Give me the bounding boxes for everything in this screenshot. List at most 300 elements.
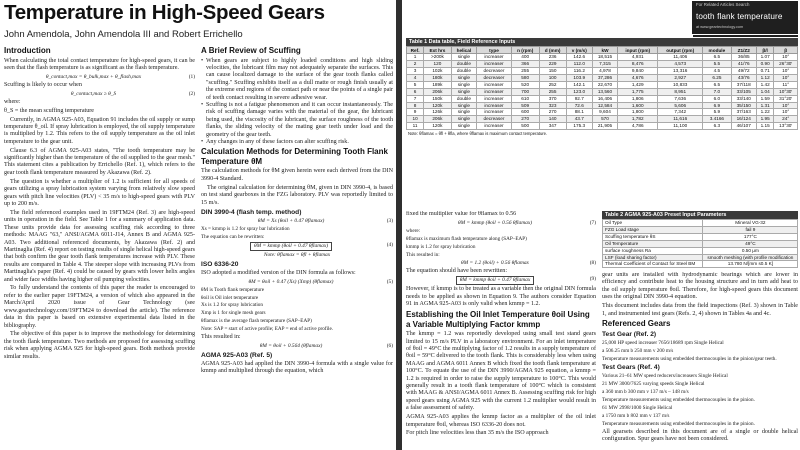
table-cell: 10° — [774, 109, 798, 116]
table-cell: 366 — [511, 61, 539, 68]
table-row — [603, 247, 798, 254]
equation-4 — [201, 242, 393, 251]
table-cell: 0.90 — [756, 61, 774, 68]
table-cell: increaser — [477, 109, 512, 116]
table-cell: 7.0 — [703, 88, 732, 95]
table-cell: 10° — [774, 74, 798, 81]
table-cell: 21,905 — [592, 123, 617, 130]
column-header: Z1/Z2 — [731, 47, 756, 54]
table-cell: 13,560 — [592, 88, 617, 95]
table-cell: 0.71 — [756, 68, 774, 75]
rewritten-paragraph: The equation should have been rewritten: — [406, 267, 508, 274]
table-cell: 72.6 — [566, 102, 592, 109]
column-header: v (m/s) — [566, 47, 592, 54]
parameter-name: Oil Temperature — [603, 240, 703, 247]
table-cell: 22,670 — [592, 81, 617, 88]
table-cell: 1.22 — [756, 109, 774, 116]
test-gears-ref-4: Test Gears (Ref. 4) — [602, 364, 660, 372]
table-1-grid — [406, 46, 798, 130]
table-2-grid — [602, 219, 798, 268]
table-cell: 88.1 — [566, 109, 592, 116]
table-cell: 4,931 — [618, 54, 658, 61]
table-cell: 236 — [539, 54, 566, 61]
table-cell: double — [451, 95, 477, 102]
bullet-item: • Any changes in any of these factors can alter scuffing risk. — [201, 139, 393, 146]
iso-definition: Note: SAP = start of active profile; EAP = end of active profile. — [201, 326, 334, 333]
test-gear-spec: 61 MW 2998/1000 Single Helical — [602, 404, 673, 411]
iso-definition: θoil is Oil inlet temperature — [201, 294, 259, 301]
table-cell: 252 — [539, 81, 566, 88]
equation-4-wrap — [201, 242, 381, 251]
equation-3-expr: θM = Xs (θoil + 0.47 θflamax) — [257, 217, 325, 224]
table-cell: 13,316 — [658, 68, 703, 75]
table-cell: 4 — [407, 74, 424, 81]
table-cell: 6.9 — [703, 102, 732, 109]
where-label: where: — [4, 98, 21, 105]
heading-review-scuffing: A Brief Review of Scuffing — [201, 46, 301, 55]
table-cell: 33/105 — [731, 88, 756, 95]
article-authors: John Amendola, John Amendola III and Robert Errichello — [4, 29, 243, 40]
table-cell: single — [451, 74, 477, 81]
table-cell: 323 — [539, 102, 566, 109]
table-cell: 509 — [511, 102, 539, 109]
table-cell: 16,406 — [592, 95, 617, 102]
table-row — [407, 68, 798, 75]
table-cell: 10° — [774, 102, 798, 109]
equation-4-expr: θM = kmmp (θoil + 0.47 θflamax) — [250, 242, 332, 251]
right-column-2 — [602, 272, 798, 449]
table-cell: 5.9 — [703, 109, 732, 116]
table-cell: increaser — [477, 54, 512, 61]
table-2 — [602, 211, 798, 268]
table-cell: 24° — [774, 116, 798, 123]
heading-oil-inlet-temperature: Establishing the Oil Inlet Temperature θoil Using a Variable Multiplying Factor kmmp — [406, 310, 590, 329]
table-cell: 8 — [407, 102, 424, 109]
table-row — [407, 109, 798, 116]
col-a-definition: kmmp is 1.2 for spray lubrication — [406, 243, 476, 250]
parameter-value: 177°C — [702, 233, 797, 240]
equation-8-expr: θM = 1.2 (θoil) + 0.56 θflamax — [461, 259, 529, 266]
table-cell: increaser — [477, 102, 512, 109]
table-cell: 1.07 — [756, 54, 774, 61]
table-cell: 175.3 — [566, 123, 592, 130]
column-header: Ext hrs — [424, 47, 451, 54]
equation-4-note — [201, 252, 393, 259]
table-cell: 270 — [539, 109, 566, 116]
table-cell: single — [451, 81, 477, 88]
table-cell: 180k — [424, 74, 451, 81]
table-cell: 10,833 — [658, 81, 703, 88]
table-cell: 600 — [511, 109, 539, 116]
equation-7 — [406, 220, 596, 227]
oil-inlet-paragraph-1: The kmmp = 1.2 was reportedly developed using small test stand gears limited to 15 m/s PLV in a laboratory environment. For an inlet temperature of θoil = 49°C the multiplying factor of 1.2 results in a supply temperature of θoil = 59°C delivered to the tooth flank. This is considerably less when using MAAG and AGMA 6011 Annex B which fixed the tooth flank temperature at 100°C. To equate the use of the DIN 3990/AGMA 925 equation, a kmmp = 1.2 is required in order to raise the supply temperature to 100°C. This would generally result in a tooth flank temperature of 100°C which is consistent with MAAG & ANSI/AGMA 6011 Annex B. Assessing scuffing risk for high speed gears using AGMA 925 with the current 1.2 multiplier would result in a false assessment of safety. — [406, 331, 596, 412]
table-cell: decreaser — [477, 68, 512, 75]
table-cell: 10 — [407, 116, 424, 123]
table-cell: 10° — [774, 68, 798, 75]
related-articles-label: For Related Articles Search — [696, 2, 750, 7]
table-cell: 10° — [774, 54, 798, 61]
table-cell: 123.0 — [566, 88, 592, 95]
heading-din-3990: DIN 3990-4 (flash temp. method) — [201, 208, 302, 216]
column-header: n (rpm) — [511, 47, 539, 54]
table-cell: 112.0 — [566, 61, 592, 68]
test-gear-spec: 25,000 HP speed increaser 7656/18689 rpm Single Helical — [602, 339, 724, 346]
table-cell: 103.9 — [566, 74, 592, 81]
table-cell: increaser — [477, 88, 512, 95]
table-row — [407, 74, 798, 81]
right-page — [402, 0, 800, 450]
table-cell: 255 — [539, 88, 566, 95]
heading-agma-925: AGMA 925-A03 (Ref. 5) — [201, 351, 273, 359]
iso-result-text: This resulted in: — [201, 334, 241, 341]
table-cell: 11° — [774, 81, 798, 88]
table-cell: 11,100 — [658, 123, 703, 130]
left-page — [0, 0, 396, 450]
heading-introduction: Introduction — [4, 46, 51, 55]
table-cell: 36/85 — [731, 54, 756, 61]
table-cell: 35/150 — [731, 102, 756, 109]
table-cell: 11,616 — [658, 116, 703, 123]
table-cell: 5 — [407, 81, 424, 88]
table-cell: single — [451, 116, 477, 123]
table-cell: 49/72 — [731, 68, 756, 75]
table-cell: 5.5 — [703, 61, 732, 68]
parameter-name: surface roughness Rа — [603, 247, 703, 254]
equation-1 — [4, 74, 195, 81]
table-cell: 4,676 — [618, 74, 658, 81]
table-cell: 3 — [407, 68, 424, 75]
intro-paragraph-5: The question is whether a multiplier of 1.2 is sufficient for all speeds of gears utilizing a spray lubrication system varying from relatively slow speed gears with pitch line velocities (PLV) < 35 m/s to high-speed gears with PLV up to 200 m/s. — [4, 178, 195, 207]
table-cell: 102k — [424, 68, 451, 75]
table-cell: 255 — [511, 68, 539, 75]
definition-theta-s: θ_S = the mean scuffing temperature — [4, 107, 95, 114]
table-cell: 6.5 — [703, 54, 732, 61]
equation-2-expr: θ_contact,max ≥ θ_S — [70, 90, 117, 97]
table-cell: 26°30' — [774, 61, 798, 68]
left-column-2 — [201, 45, 393, 450]
table-cell: 8,951 — [658, 88, 703, 95]
article-title: Temperature in High-Speed Gears — [4, 1, 325, 24]
table-cell: increaser — [477, 61, 512, 68]
test-gear-ref-2: Test Gear (Ref. 2) — [602, 330, 657, 338]
table-cell: 7,315 — [592, 61, 617, 68]
table-cell: 100 — [539, 74, 566, 81]
table-cell: 189k — [424, 81, 451, 88]
oil-inlet-paragraph-3: For pitch line velocities less than 35 m/s the ISO approach — [406, 430, 549, 437]
table-1-body — [407, 54, 798, 130]
table-cell: 6.25 — [703, 74, 732, 81]
table-cell: 4,978 — [592, 68, 617, 75]
table-2-caption: Table 2 AGMA 925-A03 Preset Input Parameters — [602, 211, 798, 219]
table-cell: single — [451, 102, 477, 109]
table-cell: single — [451, 88, 477, 95]
equation-5 — [201, 279, 393, 286]
parameter-value: Mineral VG-32 — [702, 220, 797, 227]
right-column-1 — [406, 211, 596, 449]
equation-3-number: (3) — [386, 217, 393, 224]
table-cell: 126k — [424, 109, 451, 116]
table-cell: increaser — [477, 95, 512, 102]
table-cell: 142.6 — [566, 54, 592, 61]
iso-definition: θflamax is the average flash temperature (SAP–EAP) — [201, 318, 312, 325]
table-cell: 37,286 — [592, 74, 617, 81]
iso-definition: Xs is 1.2 for spray lubrication — [201, 302, 263, 309]
table-cell: 206k — [424, 88, 451, 95]
equation-7-number: (7) — [589, 219, 596, 226]
table-row — [407, 123, 798, 130]
equation-1-number: (1) — [188, 73, 195, 80]
table-cell: 1.95 — [756, 116, 774, 123]
column-header: β — [774, 47, 798, 54]
table-cell: 3.4166 — [703, 116, 732, 123]
table-cell: 4,786 — [618, 123, 658, 130]
table-cell: 43.7 — [566, 116, 592, 123]
table-cell: decreaser — [477, 116, 512, 123]
test-gear-spec: a 360 mm b 300 mm v 137 m/s – 148 m/s — [602, 388, 689, 395]
parameter-name: FZG Load stage — [603, 226, 703, 233]
table-cell: 1 — [407, 54, 424, 61]
table-cell: 37/163 — [731, 109, 756, 116]
equation-7-expr: θM = kmmp (θoil + 0.56 θflamax) — [457, 219, 533, 226]
intro-paragraph-8: The objective of this paper is to improve the methodology for determining the tooth flank temperature. Two methods are proposed for assessing scuffing risk when applying AGMA 925 for high-speed gears. Both methods provide similar results. — [4, 331, 195, 360]
table-cell: 1,800 — [618, 109, 658, 116]
table-cell: 11,406 — [658, 54, 703, 61]
table-cell: single — [451, 54, 477, 61]
hydrodynamic-paragraph: gear units are installed with hydrodynamic bearings which are lower in efficiency and contribute heat to the housing structure and in turn add heat to the oil supply temperature θoil. Therefore, for high-speed gears this document uses the original DIN 3990-4 equation. — [602, 272, 798, 301]
equation-9-wrap — [406, 276, 584, 285]
table-row — [407, 95, 798, 102]
table-cell: 46/107 — [731, 123, 756, 130]
table-cell: 370 — [539, 95, 566, 102]
parameter-value: smooth meshing (with profile modification — [702, 254, 797, 261]
table-cell: 1.12 — [756, 74, 774, 81]
table-cell: 11 — [407, 123, 424, 130]
test-gear-spec: Temperature measurements using embedded thermocouples in the pinion. — [602, 420, 755, 427]
calc-paragraph-2: The original calculation for determining θM, given in DIN 3990-4, is based on test stand gearboxes in the FZG laboratory. PLV was reportedly limited to 15 m/s. — [201, 184, 393, 206]
table-cell: 1.15 — [756, 123, 774, 130]
table-cell: 116.2 — [566, 68, 592, 75]
table-cell: 120k — [424, 102, 451, 109]
equation-6 — [201, 343, 393, 350]
table-cell: 2 — [407, 61, 424, 68]
table-1-note: Note: θflamax = θfl + θfla, where θflamax is maximum contact temperature. — [408, 131, 548, 137]
table-cell: 1,600 — [618, 102, 658, 109]
intro-paragraph-3: Currently, in AGMA 925-A03, Equation 91 includes the oil supply or sump temperature θ_oil. If spray lubrication is employed, the oil supply temperature is multiplied by 1.2. This refers to the oil supply temperature as the oil inlet temperature to the gear unit. — [4, 116, 195, 145]
table-cell: 8,476 — [618, 61, 658, 68]
table-cell: 92.7 — [566, 95, 592, 102]
equation-5-number: (5) — [386, 278, 393, 285]
table-cell: 1,782 — [618, 116, 658, 123]
table-cell: 9,604 — [592, 109, 617, 116]
parameter-name: Thermal Coefficient of Contact for Steel BM — [603, 261, 703, 268]
table-cell: 7,636 — [658, 95, 703, 102]
intro-paragraph-7: To fully understand the contents of this paper the reader is encouraged to refer to the earlier paper 19FTM24, a version of which also appeared in the March/April 2020 issue of Gear Technology (see www.geartechnology.com/19FTM24 to download the article). The reference data in this paper is based on extensive experimental data listed in the bibliography. — [4, 285, 195, 329]
column-header: kW — [592, 47, 617, 54]
table-cell: single — [451, 109, 477, 116]
table-1-header-row — [407, 47, 798, 54]
table-row — [603, 226, 798, 233]
table-cell: 37/118 — [731, 81, 756, 88]
table-cell: 347 — [539, 123, 566, 130]
calc-paragraph-1: The calculation methods for θM given herein were each derived from the DIN 3990-4 Standard. — [201, 168, 393, 182]
table-cell: 6.0 — [703, 95, 732, 102]
table-cell: 6 — [407, 88, 424, 95]
iso-definition: θM is Tooth flank temperature — [201, 286, 265, 293]
table-row — [407, 54, 798, 61]
table-cell: 10°30' — [774, 88, 798, 95]
column-header: helical — [451, 47, 477, 54]
table-cell: 140 — [539, 116, 566, 123]
multiplier-paragraph: fixed the multiplier value for θflamax to 0.56 — [406, 211, 517, 217]
table-row — [603, 254, 798, 261]
field-data-paragraph: This document includes data from the field inspections (Ref. 3) shown in Table 1, and instrumented test gears (Refs. 2, 4) shown in Tables 4a and 4c. — [602, 303, 798, 317]
table-cell: 150k — [424, 95, 451, 102]
table-cell: 18,515 — [592, 54, 617, 61]
table-cell: >200k — [424, 54, 451, 61]
parameter-value: fail 9 — [702, 226, 797, 233]
table-2-body — [603, 220, 798, 268]
test-gear-spec: 21 MW 3000/7625 varying speeds Single Helical — [602, 381, 705, 388]
equation-1-expr: θ_contact,max = θ_bulk,max + θ_flash,max — [45, 73, 142, 80]
table-cell: 1.04 — [756, 88, 774, 95]
table-cell: single — [451, 123, 477, 130]
table-cell: 570 — [592, 116, 617, 123]
table-cell: 150 — [539, 68, 566, 75]
table-cell: 33/140 — [731, 95, 756, 102]
table-row — [407, 116, 798, 123]
table-row — [407, 81, 798, 88]
table-cell: 1.31 — [756, 102, 774, 109]
parameter-value: 49°C — [702, 240, 797, 247]
equation-9 — [406, 276, 596, 285]
table-cell: 1,429 — [618, 81, 658, 88]
column-header: d (mm) — [539, 47, 566, 54]
iso-definition: Xmp is 1 for single mesh gears — [201, 310, 266, 317]
equation-6-expr: θM = θoil + 0.564 (θflamax) — [259, 342, 323, 349]
bullet-item: • When gears are subject to highly loaded conditions and high sliding velocities, the lubricant film may not adequately separate the surfaces. This can cause localized damage to the surface of the gear tooth flanks called "scuffing." Scuffing exhibits itself as a dull matte or rough finish usually at the extreme end regions of the contact path or near the points of a single pair of teeth contact resulting in severe adhesive wear. — [201, 58, 393, 102]
table-cell: 31°20' — [774, 95, 798, 102]
column-header: type — [477, 47, 512, 54]
table-cell: 7 — [407, 95, 424, 102]
table-cell: decreaser — [477, 74, 512, 81]
table-cell: 13°30' — [774, 123, 798, 130]
table-cell: 4,573 — [658, 61, 703, 68]
table-cell: 9 — [407, 109, 424, 116]
table-cell: 41/76 — [731, 61, 756, 68]
table-cell: 16/124 — [731, 116, 756, 123]
table-cell: 270 — [511, 116, 539, 123]
table-1 — [406, 38, 798, 137]
table-cell: 229 — [539, 61, 566, 68]
table-cell: 6.5 — [703, 81, 732, 88]
table-cell: 120k — [424, 123, 451, 130]
test-gear-spec: Temperature measurements using embedded thermocouples in the pinion. — [602, 396, 755, 403]
table-cell: 400 — [511, 54, 539, 61]
intro-paragraph-2: Scuffing is likely to occur when — [4, 81, 82, 88]
table-cell: increaser — [477, 123, 512, 130]
iso-paragraph: ISO adopted a modified version of the DIN formula as follows: — [201, 269, 356, 276]
table-cell: 1,806 — [618, 95, 658, 102]
table-cell: 9,840 — [618, 68, 658, 75]
equation-8-number: (8) — [589, 259, 596, 266]
search-url: at www.geartechnology.com — [696, 25, 744, 29]
parameter-name: Scuffing temperature θS — [603, 233, 703, 240]
test-gear-spec: a 506.25 mm b 250 mm v 200 m/s — [602, 347, 674, 354]
table-cell: 120 — [424, 61, 451, 68]
equation-6-number: (6) — [386, 342, 393, 349]
heading-iso-6336: ISO 6336-20 — [201, 260, 239, 268]
agma-paragraph: AGMA 925-A03 had applied the DIN 3990-4 formula with a single value for kmmp and multiplied through the equation, which — [201, 360, 393, 375]
equation-9-expr: θM = kmmp θoil + 0.47 θflamax — [456, 276, 534, 285]
table-cell: double — [451, 68, 477, 75]
table-cell: 5,606 — [658, 102, 703, 109]
table-cell: 2,927 — [658, 74, 703, 81]
heading-calculation-methods: Calculation Methods for Determining Tooth Flank Temperature θM — [201, 147, 388, 166]
test-gear-spec: Temperature measurements using embedded thermocouples in the pinion/gear teeth. — [602, 355, 777, 362]
table-cell: 700 — [511, 88, 539, 95]
column-header: module — [703, 47, 732, 54]
parameter-value: 13.780 N/[mm s0.5 K] — [702, 261, 797, 268]
equation-5-expr: θM = θoil + 0.47 (Xs) (Xmp) (θflamax) — [248, 278, 334, 285]
parameter-name: LSF (load sharing factor) — [603, 254, 703, 261]
equation-3 — [201, 218, 393, 225]
test-gear-spec: Various 21–61 MW speed reducers/increasers Single Helical — [602, 373, 728, 380]
scuffing-bullet-list — [201, 58, 393, 147]
test-gear-spec: a 1750 mm b 802 mm v 137 m/s — [602, 412, 670, 419]
oil-inlet-paragraph-2: AGMA 925-A03 applies the kmmp factor as a multiplier of the oil inlet temperature θoil, whereas ISO 6336-20 does not. — [406, 414, 596, 428]
equation-4-note-text: Note: θflamax = θfl + θflamax — [263, 251, 331, 258]
table-row — [603, 240, 798, 247]
table-cell: 43/76 — [731, 74, 756, 81]
definition-xs: Xs = kmmp is 1.2 for spray bar lubrication — [201, 225, 290, 232]
table-cell: 4.5 — [703, 68, 732, 75]
parameter-value: 0.50 μm — [702, 247, 797, 254]
table-cell: 1,775 — [618, 88, 658, 95]
heading-referenced-gears: Referenced Gears — [602, 319, 671, 329]
col-a-definition: θflamax is maximum flash temperature along (SAP–EAP) — [406, 235, 527, 242]
header-rule — [693, 35, 798, 37]
table-cell: 7,342 — [658, 109, 703, 116]
search-topic: tooth flank temperature — [696, 12, 783, 21]
col-a-definition: where: — [406, 227, 421, 234]
equation-8 — [406, 260, 596, 267]
table-row — [603, 233, 798, 240]
equation-9-number: (9) — [589, 276, 596, 283]
table-row — [407, 88, 798, 95]
equation-2-number: (2) — [188, 90, 195, 97]
table-cell: 500 — [511, 123, 539, 130]
table-1-caption: Table 1 Data table, Field Reference Inputs — [406, 38, 798, 46]
table-cell: 12,584 — [592, 102, 617, 109]
table-cell: 580 — [511, 74, 539, 81]
table-cell: 142.1 — [566, 81, 592, 88]
table-cell: 1.59 — [756, 95, 774, 102]
table-row — [603, 220, 798, 227]
gearsets-paragraph: All gearsets described in this document are of a single or double helical configuration. Spur gears have not been considered. — [602, 428, 798, 442]
kmmp-variable-paragraph: However, if kmmp is to be treated as a variable then the original DIN formula needs to be applied as shown in Equation 9. The authors consider Equation 91 in AGMA 925-A03 is only valid when kmmp = 1.2. — [406, 286, 596, 308]
col-a-definition: This resulted in: — [406, 251, 440, 258]
column-header: β/l — [756, 47, 774, 54]
left-column-1 — [4, 45, 195, 450]
column-header: output (rpm) — [658, 47, 703, 54]
bullet-item: • Scuffing is not a fatigue phenomenon and it can occur instantaneously. The risk of scuffing damage varies with the material of the gear, the lubricant being used, the viscosity of the lubricant, the surface roughness of the tooth flanks, the sliding velocity of the mating gear teeth under load and the geometry of the gear teeth. — [201, 102, 393, 139]
intro-paragraph-4: Clause 6.3 of AGMA 925-A03 states, "The tooth temperature may be significantly higher than the temperature of the oil supplied to the gear mesh." This statement cites a publication by Errichello (Ref. 1), which refers to the gear tooth flank temperature measured by Akazawa (Ref. 2). — [4, 147, 195, 176]
equation-4-number: (4) — [386, 241, 393, 248]
table-cell: increaser — [477, 81, 512, 88]
intro-paragraph-6: The field referenced examples used in 19FTM24 (Ref. 3) are high-speed units in operation in the field. See Table 1 for a summary of application data. These units provide data for assessing scuffing risk according to three methods: MAAG "63," ANSI/AGMA 6011-J14, Annex B and AGMA 925-A03. Two additional referenced documents, by Akazawa (Ref. 2) and Martinaglia (Ref. 4) report on testing results of single helical high-speed gears that both confirm the gear tooth flank temperatures increase with PLV. These results are compared in Table 4. The steeper slope with increasing PLVs from Martinaglia's paper (Ref. 4) could be caused by gears with lower helix angles and wider face widths having higher oil pumping velocities. — [4, 209, 195, 283]
table-cell: 520 — [511, 81, 539, 88]
related-articles-badge[interactable] — [692, 1, 798, 34]
